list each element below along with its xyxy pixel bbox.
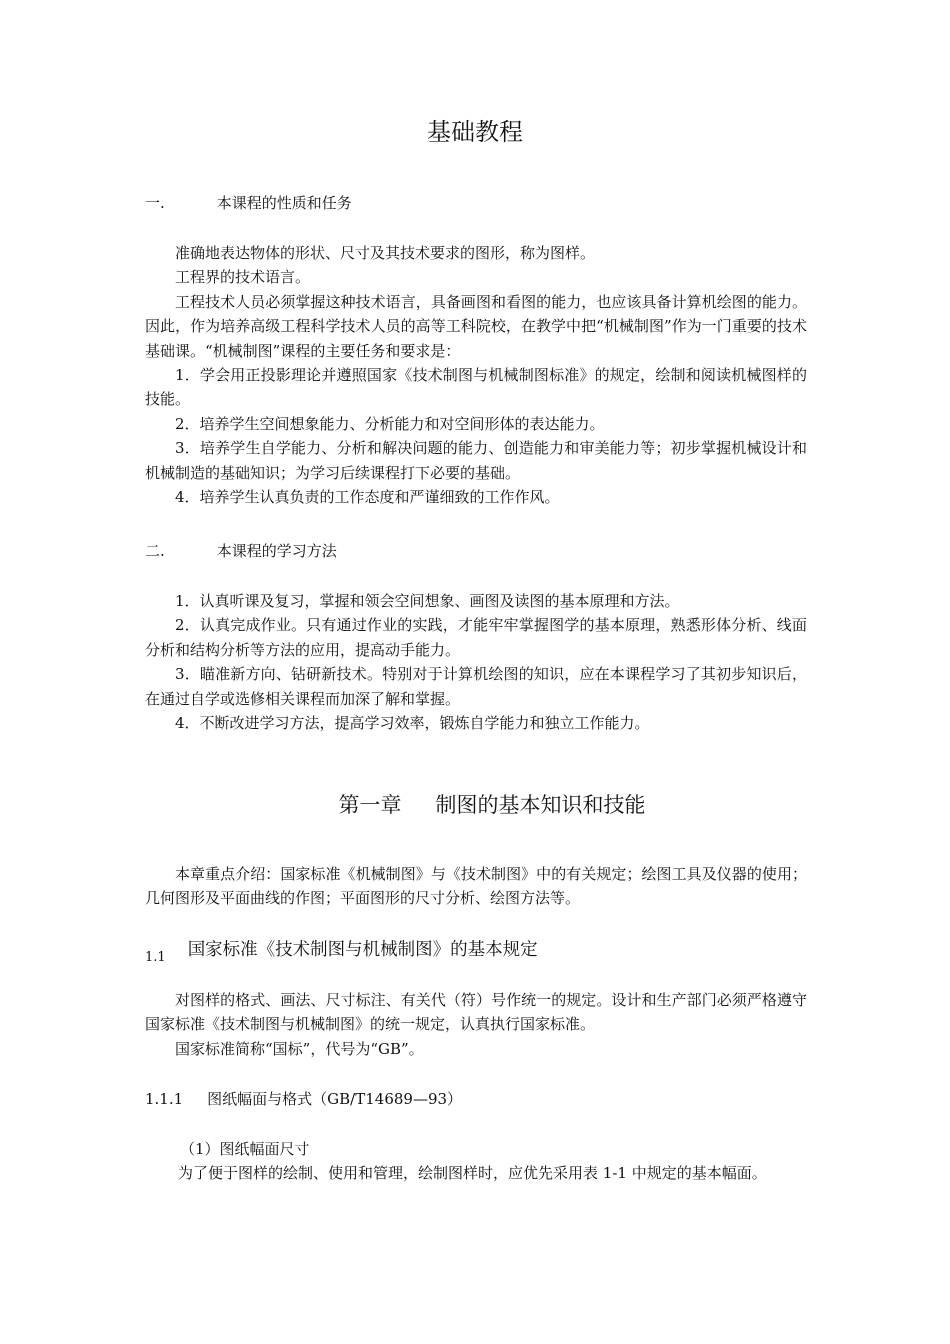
section-number: 一. <box>145 194 165 212</box>
section-heading-1 <box>145 193 352 213</box>
list-item: 3．瞄准新方向、钻研新技术。特别对于计算机绘图的知识，应在本课程学习了其初步知识后，在通过自学或选修相关课程而加深了解和掌握。 <box>145 665 807 708</box>
list-item: 1．认真听课及复习，掌握和领会空间想象、画图及读图的基本原理和方法。 <box>175 592 680 610</box>
section-1-body <box>145 241 807 509</box>
paragraph: 准确地表达物体的形状、尺寸及其技术要求的图形，称为图样。 <box>175 244 596 262</box>
subitem-label: （1）图纸幅面尺寸 <box>180 1140 310 1158</box>
list-item: 1．学会用正投影理论并遵照国家《技术制图与机械制图标准》的规定，绘制和阅读机械图样的技能。 <box>145 366 807 409</box>
chapter-label: 第一章 <box>338 793 402 817</box>
section-number: 1.1.1 <box>145 1090 184 1108</box>
chapter-intro <box>145 862 807 911</box>
section-heading-1-1 <box>145 936 538 965</box>
list-item: 4．不断改进学习方法，提高学习效率，锻炼自学能力和独立工作能力。 <box>175 714 650 733</box>
section-title: 国家标准《技术制图与机械制图》的基本规定 <box>187 940 538 960</box>
chapter-name: 制图的基本知识和技能 <box>435 793 646 817</box>
paragraph: 工程技术人员必须掌握这种技术语言，具备画图和看图的能力，也应该具备计算机绘图的能力。因此，作为培养高级工程科学技术人员的高等工科院校，在教学中把“机械制图”作为一门重要的技术基础课。“机械制图”课程的主要任务和要求是： <box>145 292 807 360</box>
list-item: 4．培养学生认真负责的工作态度和严谨细致的工作作风。 <box>175 488 560 507</box>
section-title: 本课程的性质和任务 <box>216 194 352 212</box>
section-1-1-body <box>145 988 807 1061</box>
section-number: 1.1 <box>145 950 166 965</box>
paragraph: 国家标准简称“国标”，代号为“GB”。 <box>175 1039 424 1058</box>
chapter-title <box>0 790 950 820</box>
document-title: 基础教程 <box>427 118 523 146</box>
section-heading-1-1-1 <box>145 1089 462 1109</box>
section-2-body <box>145 589 807 735</box>
paragraph: 本章重点介绍：国家标准《机械制图》与《技术制图》中的有关规定；绘图工具及仪器的使用；几何图形及平面曲线的作图；平面图形的尺寸分析、绘图方法等。 <box>145 865 807 908</box>
list-item: 2．认真完成作业。只有通过作业的实践，才能牢牢掌握图学的基本原理，熟悉形体分析、线面分析和结构分析等方法的应用，提高动手能力。 <box>145 616 807 659</box>
section-heading-2 <box>145 541 337 561</box>
paragraph: 为了便于图样的绘制、使用和管理，绘制图样时，应优先采用表 1-1 中规定的基本幅面。 <box>178 1164 767 1182</box>
section-title: 图纸幅面与格式（GB/T14689—93） <box>207 1090 463 1108</box>
section-number: 二. <box>145 542 165 560</box>
paragraph: 工程界的技术语言。 <box>175 268 311 287</box>
list-item: 2．培养学生空间想象能力、分析能力和对空间形体的表达能力。 <box>175 414 605 433</box>
section-title: 本课程的学习方法 <box>216 542 337 560</box>
list-item: 3．培养学生自学能力、分析和解决问题的能力、创造能力和审美能力等；初步掌握机械设计和机械制造的基础知识；为学习后续课程打下必要的基础。 <box>145 439 807 482</box>
paragraph: 对图样的格式、画法、尺寸标注、有关代（符）号作统一的规定。设计和生产部门必须严格遵守国家标准《技术制图与机械制图》的统一规定，认真执行国家标准。 <box>145 991 807 1034</box>
